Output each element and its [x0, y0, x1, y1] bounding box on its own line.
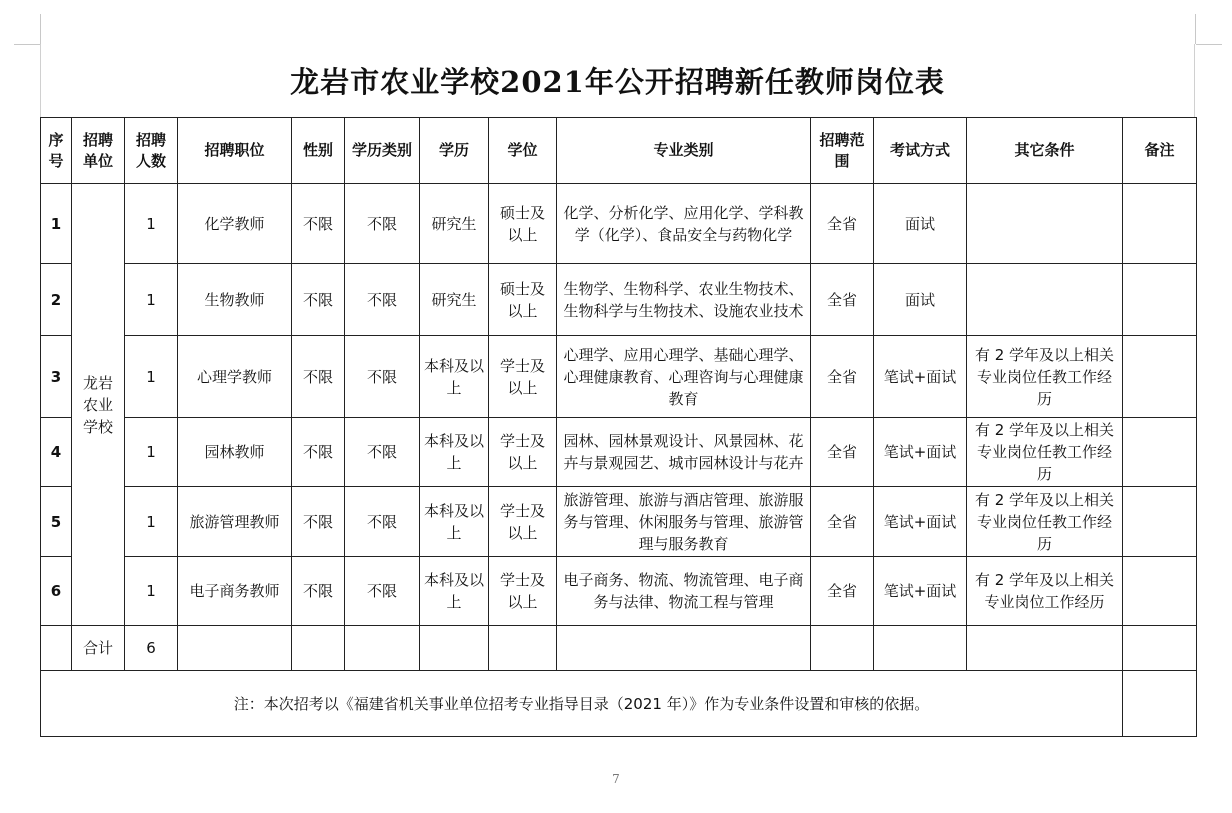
- seq-cell: 2: [41, 264, 72, 336]
- unit-cell: 龙岩农业学校: [72, 184, 125, 626]
- empty-cell: [874, 626, 967, 671]
- empty-cell: [967, 626, 1123, 671]
- remark-cell: [1123, 336, 1197, 418]
- header-position: 招聘职位: [178, 118, 292, 184]
- position-cell: 化学教师: [178, 184, 292, 264]
- position-cell: 旅游管理教师: [178, 487, 292, 557]
- remark-cell: [1123, 418, 1197, 487]
- major-cell: 生物学、生物科学、农业生物技术、生物科学与生物技术、设施农业技术: [557, 264, 811, 336]
- crop-mark: [40, 14, 41, 44]
- major-cell: 旅游管理、旅游与酒店管理、旅游服务与管理、休闲服务与管理、旅游管理与服务教育: [557, 487, 811, 557]
- exam-cell: 笔试+面试: [874, 487, 967, 557]
- degree-cell: 硕士及以上: [489, 184, 557, 264]
- table-row: [41, 487, 1197, 557]
- empty-cell: [1123, 626, 1197, 671]
- total-label: 合计: [72, 626, 125, 671]
- edu-type-cell: 不限: [345, 184, 420, 264]
- seq-cell: 6: [41, 557, 72, 626]
- education-cell: 本科及以上: [420, 336, 489, 418]
- count-cell: 1: [125, 557, 178, 626]
- scope-cell: 全省: [811, 264, 874, 336]
- major-cell: 心理学、应用心理学、基础心理学、心理健康教育、心理咨询与心理健康教育: [557, 336, 811, 418]
- edu-type-cell: 不限: [345, 418, 420, 487]
- major-cell: 园林、园林景观设计、风景园林、花卉与景观园艺、城市园林设计与花卉: [557, 418, 811, 487]
- total-row: [41, 626, 1197, 671]
- edu-type-cell: 不限: [345, 487, 420, 557]
- scope-cell: 全省: [811, 557, 874, 626]
- gender-cell: 不限: [292, 336, 345, 418]
- education-cell: 本科及以上: [420, 487, 489, 557]
- edu-type-cell: 不限: [345, 264, 420, 336]
- count-cell: 1: [125, 336, 178, 418]
- education-cell: 本科及以上: [420, 418, 489, 487]
- empty-cell: [557, 626, 811, 671]
- major-cell: 电子商务、物流、物流管理、电子商务与法律、物流工程与管理: [557, 557, 811, 626]
- scope-cell: 全省: [811, 487, 874, 557]
- table-row: [41, 336, 1197, 418]
- note-remark-cell: [1123, 671, 1197, 737]
- empty-cell: [292, 626, 345, 671]
- page-number: 7: [612, 772, 620, 786]
- other-cell: [967, 264, 1123, 336]
- note-row: [41, 671, 1197, 737]
- note-text: 注：本次招考以《福建省机关事业单位招考专业指导目录（2021 年）》作为专业条件设置和审核的依据。: [41, 671, 1123, 737]
- seq-cell: 1: [41, 184, 72, 264]
- header-other: 其它条件: [967, 118, 1123, 184]
- gender-cell: 不限: [292, 418, 345, 487]
- header-gender: 性别: [292, 118, 345, 184]
- gender-cell: 不限: [292, 184, 345, 264]
- table-row: [41, 418, 1197, 487]
- education-cell: 本科及以上: [420, 557, 489, 626]
- header-exam: 考试方式: [874, 118, 967, 184]
- major-cell: 化学、分析化学、应用化学、学科教学（化学）、食品安全与药物化学: [557, 184, 811, 264]
- count-cell: 1: [125, 184, 178, 264]
- position-cell: 心理学教师: [178, 336, 292, 418]
- count-cell: 1: [125, 264, 178, 336]
- empty-cell: [345, 626, 420, 671]
- seq-cell: 5: [41, 487, 72, 557]
- seq-cell: 3: [41, 336, 72, 418]
- other-cell: 有 2 学年及以上相关专业岗位任教工作经历: [967, 487, 1123, 557]
- edu-type-cell: 不限: [345, 557, 420, 626]
- remark-cell: [1123, 487, 1197, 557]
- header-row: [41, 118, 1197, 184]
- gender-cell: 不限: [292, 557, 345, 626]
- header-unit: 招聘单位: [72, 118, 125, 184]
- position-cell: 生物教师: [178, 264, 292, 336]
- header-count: 招聘人数: [125, 118, 178, 184]
- scope-cell: 全省: [811, 418, 874, 487]
- title-area: [40, 44, 1195, 117]
- crop-mark: [14, 44, 40, 45]
- degree-cell: 学士及以上: [489, 487, 557, 557]
- remark-cell: [1123, 557, 1197, 626]
- empty-cell: [489, 626, 557, 671]
- degree-cell: 学士及以上: [489, 336, 557, 418]
- exam-cell: 面试: [874, 264, 967, 336]
- table-row: [41, 557, 1197, 626]
- remark-cell: [1123, 184, 1197, 264]
- header-major: 专业类别: [557, 118, 811, 184]
- degree-cell: 学士及以上: [489, 557, 557, 626]
- seq-cell: 4: [41, 418, 72, 487]
- empty-cell: [811, 626, 874, 671]
- education-cell: 研究生: [420, 184, 489, 264]
- other-cell: 有 2 学年及以上相关专业岗位任教工作经历: [967, 336, 1123, 418]
- education-cell: 研究生: [420, 264, 489, 336]
- header-education: 学历: [420, 118, 489, 184]
- other-cell: 有 2 学年及以上相关专业岗位工作经历: [967, 557, 1123, 626]
- empty-cell: [178, 626, 292, 671]
- crop-mark: [1195, 14, 1196, 44]
- edu-type-cell: 不限: [345, 336, 420, 418]
- header-remark: 备注: [1123, 118, 1197, 184]
- header-edu-type: 学历类别: [345, 118, 420, 184]
- position-cell: 园林教师: [178, 418, 292, 487]
- crop-mark: [1196, 44, 1222, 45]
- exam-cell: 笔试+面试: [874, 336, 967, 418]
- other-cell: [967, 184, 1123, 264]
- exam-cell: 面试: [874, 184, 967, 264]
- count-cell: 1: [125, 487, 178, 557]
- count-cell: 1: [125, 418, 178, 487]
- total-count: 6: [125, 626, 178, 671]
- other-cell: 有 2 学年及以上相关专业岗位任教工作经历: [967, 418, 1123, 487]
- total-seq-cell: [41, 626, 72, 671]
- empty-cell: [420, 626, 489, 671]
- remark-cell: [1123, 264, 1197, 336]
- exam-cell: 笔试+面试: [874, 557, 967, 626]
- table-row: [41, 184, 1197, 264]
- exam-cell: 笔试+面试: [874, 418, 967, 487]
- header-seq: 序号: [41, 118, 72, 184]
- table-row: [41, 264, 1197, 336]
- scope-cell: 全省: [811, 184, 874, 264]
- gender-cell: 不限: [292, 264, 345, 336]
- page-title: 龙岩市农业学校2021年公开招聘新任教师岗位表: [290, 65, 945, 99]
- header-degree: 学位: [489, 118, 557, 184]
- gender-cell: 不限: [292, 487, 345, 557]
- scope-cell: 全省: [811, 336, 874, 418]
- recruitment-table: [40, 117, 1197, 737]
- degree-cell: 硕士及以上: [489, 264, 557, 336]
- header-scope: 招聘范围: [811, 118, 874, 184]
- degree-cell: 学士及以上: [489, 418, 557, 487]
- position-cell: 电子商务教师: [178, 557, 292, 626]
